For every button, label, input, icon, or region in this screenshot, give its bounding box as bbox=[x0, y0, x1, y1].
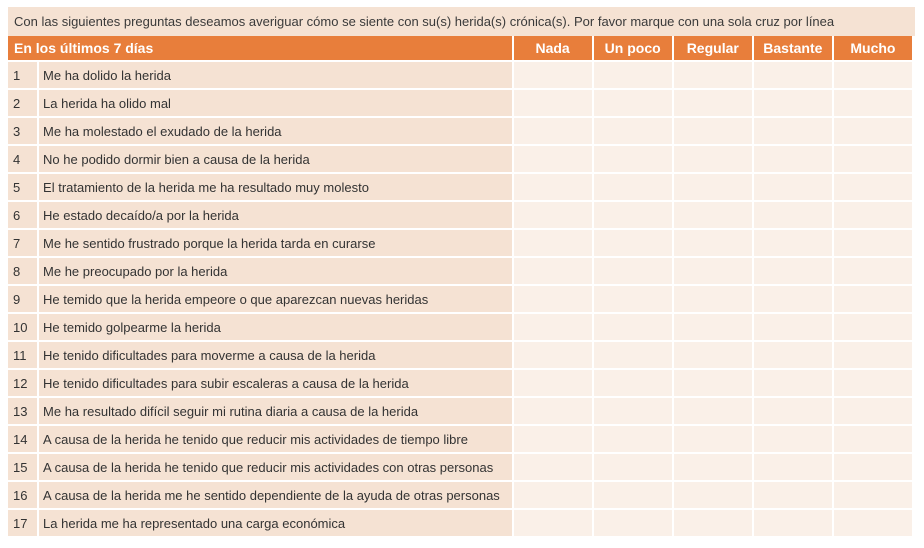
question-text: Me ha molestado el exudado de la herida bbox=[39, 118, 512, 144]
question-text: El tratamiento de la herida me ha resultado muy molesto bbox=[39, 174, 512, 200]
question-number: 15 bbox=[8, 454, 37, 480]
question-text: La herida ha olido mal bbox=[39, 90, 512, 116]
question-number: 4 bbox=[8, 146, 37, 172]
answer-cell-mucho[interactable] bbox=[834, 230, 912, 256]
question-text: He temido que la herida empeore o que aparezcan nuevas heridas bbox=[39, 286, 512, 312]
question-number: 14 bbox=[8, 426, 37, 452]
answer-cell-bastante[interactable] bbox=[754, 314, 832, 340]
question-number: 12 bbox=[8, 370, 37, 396]
answer-cell-nada[interactable] bbox=[514, 510, 592, 536]
answer-cell-un-poco[interactable] bbox=[594, 146, 672, 172]
question-text: Me ha dolido la herida bbox=[39, 62, 512, 88]
question-row bbox=[8, 398, 912, 424]
answer-cell-un-poco[interactable] bbox=[594, 370, 672, 396]
period-label: En los últimos 7 días bbox=[8, 36, 512, 60]
question-text: La herida me ha representado una carga económica bbox=[39, 510, 512, 536]
answer-cell-mucho[interactable] bbox=[834, 258, 912, 284]
answer-cell-bastante[interactable] bbox=[754, 370, 832, 396]
answer-cell-nada[interactable] bbox=[514, 342, 592, 368]
answer-cell-bastante[interactable] bbox=[754, 426, 832, 452]
option-header-nada: Nada bbox=[514, 36, 592, 60]
question-number: 13 bbox=[8, 398, 37, 424]
answer-cell-regular[interactable] bbox=[674, 342, 752, 368]
question-row bbox=[8, 342, 912, 368]
question-row bbox=[8, 370, 912, 396]
answer-cell-un-poco[interactable] bbox=[594, 230, 672, 256]
answer-cell-regular[interactable] bbox=[674, 398, 752, 424]
question-number: 16 bbox=[8, 482, 37, 508]
answer-cell-nada[interactable] bbox=[514, 90, 592, 116]
answer-cell-regular[interactable] bbox=[674, 62, 752, 88]
question-text: Me he preocupado por la herida bbox=[39, 258, 512, 284]
answer-cell-nada[interactable] bbox=[514, 426, 592, 452]
question-row bbox=[8, 174, 912, 200]
question-text: A causa de la herida he tenido que reducir mis actividades con otras personas bbox=[39, 454, 512, 480]
answer-cell-bastante[interactable] bbox=[754, 286, 832, 312]
answer-cell-regular[interactable] bbox=[674, 174, 752, 200]
answer-cell-un-poco[interactable] bbox=[594, 314, 672, 340]
question-row bbox=[8, 510, 912, 536]
question-row bbox=[8, 258, 912, 284]
answer-cell-mucho[interactable] bbox=[834, 398, 912, 424]
question-text: Me he sentido frustrado porque la herida tarda en curarse bbox=[39, 230, 512, 256]
answer-cell-mucho[interactable] bbox=[834, 286, 912, 312]
answer-cell-un-poco[interactable] bbox=[594, 454, 672, 480]
answer-cell-regular[interactable] bbox=[674, 90, 752, 116]
header-row bbox=[8, 36, 912, 60]
question-row bbox=[8, 426, 912, 452]
answer-cell-regular[interactable] bbox=[674, 426, 752, 452]
answer-cell-bastante[interactable] bbox=[754, 146, 832, 172]
answer-cell-un-poco[interactable] bbox=[594, 118, 672, 144]
answer-cell-regular[interactable] bbox=[674, 482, 752, 508]
question-number: 8 bbox=[8, 258, 37, 284]
answer-cell-regular[interactable] bbox=[674, 258, 752, 284]
answer-cell-regular[interactable] bbox=[674, 370, 752, 396]
answer-cell-bastante[interactable] bbox=[754, 398, 832, 424]
answer-cell-mucho[interactable] bbox=[834, 174, 912, 200]
question-text: He estado decaído/a por la herida bbox=[39, 202, 512, 228]
answer-cell-mucho[interactable] bbox=[834, 118, 912, 144]
answer-cell-mucho[interactable] bbox=[834, 454, 912, 480]
questionnaire-table bbox=[6, 34, 914, 538]
question-text: He tenido dificultades para subir escaleras a causa de la herida bbox=[39, 370, 512, 396]
answer-cell-regular[interactable] bbox=[674, 118, 752, 144]
option-header-bastante: Bastante bbox=[754, 36, 832, 60]
answer-cell-nada[interactable] bbox=[514, 62, 592, 88]
answer-cell-bastante[interactable] bbox=[754, 230, 832, 256]
question-number: 2 bbox=[8, 90, 37, 116]
instructions-text: Con las siguientes preguntas deseamos averiguar cómo se siente con su(s) herida(s) crónica(s). Por favor marque con una sola cruz por línea bbox=[8, 7, 915, 36]
answer-cell-nada[interactable] bbox=[514, 398, 592, 424]
answer-cell-nada[interactable] bbox=[514, 174, 592, 200]
answer-cell-mucho[interactable] bbox=[834, 370, 912, 396]
answer-cell-un-poco[interactable] bbox=[594, 202, 672, 228]
answer-cell-un-poco[interactable] bbox=[594, 286, 672, 312]
question-number: 6 bbox=[8, 202, 37, 228]
answer-cell-mucho[interactable] bbox=[834, 202, 912, 228]
answer-cell-bastante[interactable] bbox=[754, 258, 832, 284]
answer-cell-regular[interactable] bbox=[674, 230, 752, 256]
question-number: 17 bbox=[8, 510, 37, 536]
answer-cell-regular[interactable] bbox=[674, 146, 752, 172]
answer-cell-bastante[interactable] bbox=[754, 510, 832, 536]
answer-cell-mucho[interactable] bbox=[834, 510, 912, 536]
answer-cell-mucho[interactable] bbox=[834, 146, 912, 172]
answer-cell-nada[interactable] bbox=[514, 230, 592, 256]
answer-cell-mucho[interactable] bbox=[834, 482, 912, 508]
question-number: 5 bbox=[8, 174, 37, 200]
question-row bbox=[8, 286, 912, 312]
answer-cell-nada[interactable] bbox=[514, 258, 592, 284]
answer-cell-nada[interactable] bbox=[514, 146, 592, 172]
question-row bbox=[8, 454, 912, 480]
answer-cell-bastante[interactable] bbox=[754, 62, 832, 88]
answer-cell-mucho[interactable] bbox=[834, 90, 912, 116]
answer-cell-un-poco[interactable] bbox=[594, 258, 672, 284]
question-number: 3 bbox=[8, 118, 37, 144]
question-row bbox=[8, 62, 912, 88]
answer-cell-bastante[interactable] bbox=[754, 118, 832, 144]
option-header-regular: Regular bbox=[674, 36, 752, 60]
answer-cell-un-poco[interactable] bbox=[594, 342, 672, 368]
answer-cell-regular[interactable] bbox=[674, 510, 752, 536]
question-text: He temido golpearme la herida bbox=[39, 314, 512, 340]
answer-cell-mucho[interactable] bbox=[834, 426, 912, 452]
answer-cell-un-poco[interactable] bbox=[594, 90, 672, 116]
answer-cell-un-poco[interactable] bbox=[594, 398, 672, 424]
option-header-un-poco: Un poco bbox=[594, 36, 672, 60]
answer-cell-bastante[interactable] bbox=[754, 174, 832, 200]
answer-cell-un-poco[interactable] bbox=[594, 426, 672, 452]
answer-cell-mucho[interactable] bbox=[834, 342, 912, 368]
answer-cell-bastante[interactable] bbox=[754, 202, 832, 228]
answer-cell-bastante[interactable] bbox=[754, 454, 832, 480]
question-number: 11 bbox=[8, 342, 37, 368]
question-number: 10 bbox=[8, 314, 37, 340]
question-row bbox=[8, 202, 912, 228]
question-number: 1 bbox=[8, 62, 37, 88]
question-text: A causa de la herida he tenido que reducir mis actividades de tiempo libre bbox=[39, 426, 512, 452]
answer-cell-un-poco[interactable] bbox=[594, 62, 672, 88]
question-rows bbox=[8, 62, 912, 536]
answer-cell-nada[interactable] bbox=[514, 454, 592, 480]
question-text: A causa de la herida me he sentido dependiente de la ayuda de otras personas bbox=[39, 482, 512, 508]
answer-cell-regular[interactable] bbox=[674, 286, 752, 312]
question-number: 9 bbox=[8, 286, 37, 312]
question-text: He tenido dificultades para moverme a causa de la herida bbox=[39, 342, 512, 368]
answer-cell-un-poco[interactable] bbox=[594, 482, 672, 508]
answer-cell-bastante[interactable] bbox=[754, 482, 832, 508]
question-row bbox=[8, 118, 912, 144]
question-row bbox=[8, 314, 912, 340]
answer-cell-regular[interactable] bbox=[674, 314, 752, 340]
answer-cell-mucho[interactable] bbox=[834, 314, 912, 340]
question-text: Me ha resultado difícil seguir mi rutina diaria a causa de la herida bbox=[39, 398, 512, 424]
question-row bbox=[8, 230, 912, 256]
answer-cell-nada[interactable] bbox=[514, 118, 592, 144]
option-header-mucho: Mucho bbox=[834, 36, 912, 60]
answer-cell-regular[interactable] bbox=[674, 454, 752, 480]
answer-cell-un-poco[interactable] bbox=[594, 174, 672, 200]
question-row bbox=[8, 482, 912, 508]
question-row bbox=[8, 146, 912, 172]
answer-cell-un-poco[interactable] bbox=[594, 510, 672, 536]
answer-cell-nada[interactable] bbox=[514, 202, 592, 228]
answer-cell-mucho[interactable] bbox=[834, 62, 912, 88]
answer-cell-nada[interactable] bbox=[514, 314, 592, 340]
question-row bbox=[8, 90, 912, 116]
answer-cell-nada[interactable] bbox=[514, 286, 592, 312]
answer-cell-bastante[interactable] bbox=[754, 90, 832, 116]
question-text: No he podido dormir bien a causa de la herida bbox=[39, 146, 512, 172]
answer-cell-nada[interactable] bbox=[514, 482, 592, 508]
answer-cell-bastante[interactable] bbox=[754, 342, 832, 368]
answer-cell-regular[interactable] bbox=[674, 202, 752, 228]
question-number: 7 bbox=[8, 230, 37, 256]
answer-cell-nada[interactable] bbox=[514, 370, 592, 396]
